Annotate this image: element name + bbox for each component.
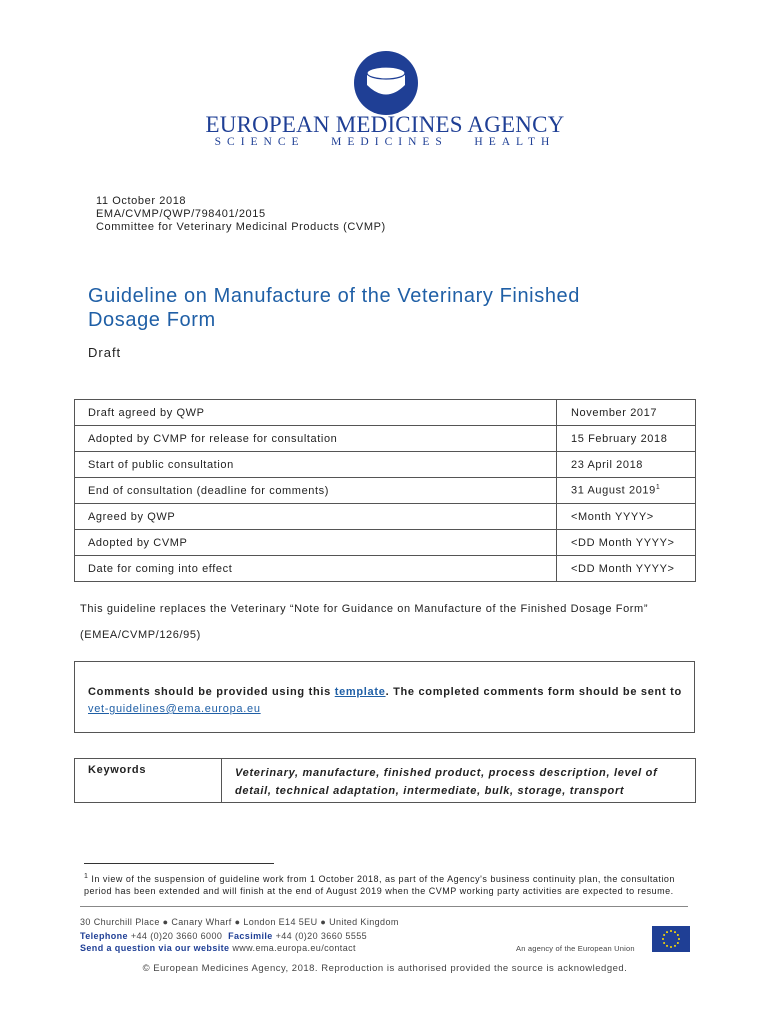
- table-row: [75, 759, 696, 803]
- table-row: [75, 400, 696, 426]
- timeline-value: 31 August 2019: [571, 484, 656, 497]
- replaced-document-reference: (EMEA/CVMP/126/95): [80, 629, 201, 641]
- document-reference: EMA/CVMP/QWP/798401/2015: [96, 208, 266, 220]
- timeline-value-cell: [557, 478, 696, 504]
- keywords-label: Keywords: [75, 759, 222, 803]
- table-row: [75, 478, 696, 504]
- document-date: 11 October 2018: [96, 195, 187, 207]
- eu-flag-icon: [652, 926, 690, 952]
- timeline-label: Draft agreed by QWP: [75, 400, 557, 426]
- comments-instructions: [88, 684, 683, 718]
- footnote-mark: 1: [655, 484, 661, 492]
- website-link[interactable]: www.ema.europa.eu/contact: [232, 943, 356, 953]
- footer-divider: [80, 906, 688, 907]
- timeline-value: <DD Month YYYY>: [557, 530, 696, 556]
- document-status: Draft: [88, 345, 122, 360]
- footnote-number: 1: [84, 873, 89, 880]
- footer-address: 30 Churchill Place ● Canary Wharf ● London E14 5EU ● United Kingdom: [80, 917, 399, 927]
- timeline-label: End of consultation (deadline for comments): [75, 478, 557, 504]
- keywords-table: [74, 758, 696, 803]
- table-row: [75, 530, 696, 556]
- footnote: [84, 871, 694, 897]
- comments-middle: . The completed comments form should be sent to: [385, 686, 682, 698]
- email-link[interactable]: vet-guidelines@ema.europa.eu: [88, 703, 261, 715]
- timeline-table: [74, 399, 696, 582]
- footnote-divider: [84, 863, 274, 864]
- facsimile-label: Facsimile: [228, 931, 273, 941]
- comments-prefix: Comments should be provided using this: [88, 686, 335, 698]
- comments-box: [74, 661, 695, 733]
- committee-name: Committee for Veterinary Medicinal Products (CVMP): [96, 221, 386, 233]
- keywords-value: Veterinary, manufacture, finished product, process description, level of detail, technical adaptation, intermediate, bulk, storage, transport: [222, 759, 696, 803]
- copyright-notice: © European Medicines Agency, 2018. Reproduction is authorised provided the source is acknowledged.: [142, 963, 628, 974]
- facsimile-number: +44 (0)20 3660 5555: [275, 931, 368, 941]
- timeline-label: Start of public consultation: [75, 452, 557, 478]
- replaces-statement: This guideline replaces the Veterinary “Note for Guidance on Manufacture of the Finished Dosage Form”: [80, 603, 649, 615]
- timeline-value: November 2017: [557, 400, 696, 426]
- ema-logo-icon: [353, 50, 419, 116]
- agency-name: EUROPEAN MEDICINES AGENCY: [205, 112, 565, 137]
- document-title: [88, 284, 688, 332]
- telephone-number: +44 (0)20 3660 6000: [130, 931, 223, 941]
- table-row: [75, 426, 696, 452]
- timeline-value: 15 February 2018: [557, 426, 696, 452]
- timeline-label: Date for coming into effect: [75, 556, 557, 582]
- footnote-text: In view of the suspension of guideline work from 1 October 2018, as part of the Agency's business continuity plan, the consultation period has been extended and will finish at the end of August 2019 when the CVMP working party activities are expected to resume.: [84, 874, 675, 896]
- eu-agency-text: An agency of the European Union: [516, 944, 635, 953]
- timeline-label: Adopted by CVMP: [75, 530, 557, 556]
- document-title-line-2: Dosage Form: [88, 309, 216, 331]
- timeline-value: 23 April 2018: [557, 452, 696, 478]
- table-row: [75, 452, 696, 478]
- timeline-value: <DD Month YYYY>: [557, 556, 696, 582]
- table-row: [75, 556, 696, 582]
- footer-website: [80, 943, 356, 953]
- timeline-label: Agreed by QWP: [75, 504, 557, 530]
- timeline-label: Adopted by CVMP for release for consultation: [75, 426, 557, 452]
- agency-tagline: SCIENCE MEDICINES HEALTH: [214, 136, 556, 148]
- telephone-label: Telephone: [80, 931, 128, 941]
- footer-contact-numbers: [80, 931, 367, 941]
- question-label: Send a question via our website: [80, 943, 230, 953]
- table-row: [75, 504, 696, 530]
- timeline-value: <Month YYYY>: [557, 504, 696, 530]
- document-title-line-1: Guideline on Manufacture of the Veterinary Finished: [88, 285, 580, 307]
- template-link[interactable]: template: [334, 686, 386, 698]
